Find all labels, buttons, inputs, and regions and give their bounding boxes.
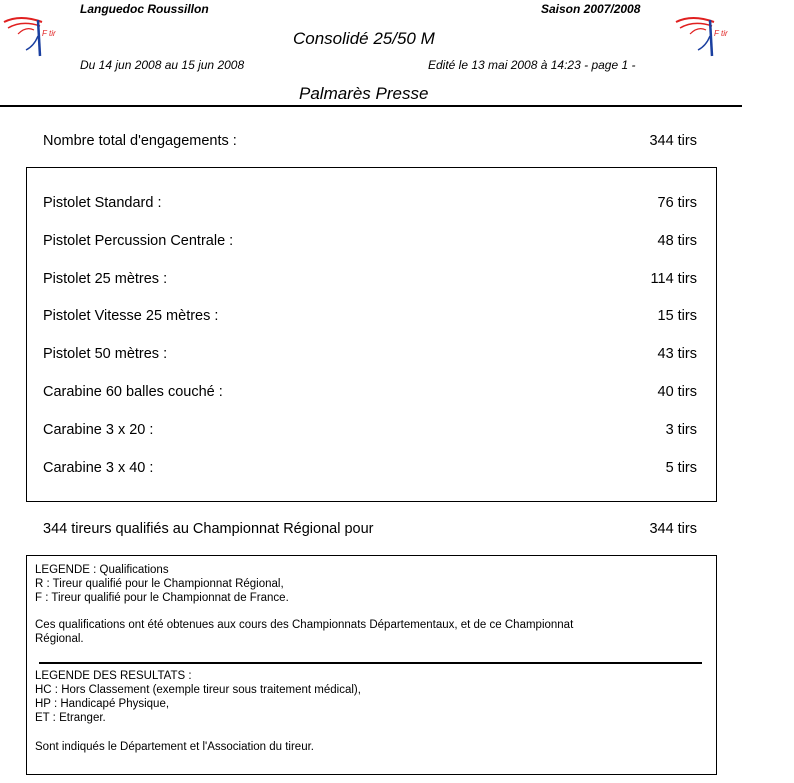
legend-qual-note-1: Ces qualifications ont été obtenues aux cours des Championnats Départementaux, et de ce Championnat: [35, 619, 574, 631]
qualified-value: 344 tirs: [649, 521, 697, 537]
event-value: 3 tirs: [665, 422, 697, 438]
qualified-label: 344 tireurs qualifiés au Championnat Régional pour: [43, 521, 374, 537]
report-title: Consolidé 25/50 M: [293, 29, 435, 48]
legend-qual-note-2: Régional.: [35, 633, 84, 645]
event-label: Carabine 3 x 20 :: [43, 422, 154, 438]
event-label: Carabine 60 balles couché :: [43, 384, 223, 400]
legend-res-hp: HP : Handicapé Physique,: [35, 698, 170, 710]
season-label: Saison 2007/2008: [541, 2, 641, 16]
event-label: Pistolet Percussion Centrale :: [43, 233, 234, 249]
event-label: Pistolet Standard :: [43, 195, 162, 211]
event-value: 76 tirs: [657, 195, 697, 211]
event-label: Pistolet 25 mètres :: [43, 271, 168, 287]
event-label: Pistolet 50 mètres :: [43, 346, 168, 362]
legend-res-title: LEGENDE DES RESULTATS :: [35, 670, 192, 682]
event-value: 40 tirs: [657, 384, 697, 400]
federation-logo-right: [672, 12, 744, 62]
event-value: 5 tirs: [665, 460, 697, 476]
region-name: Languedoc Roussillon: [80, 2, 209, 16]
report-subtitle: Palmarès Presse: [299, 84, 429, 103]
legend-divider: [39, 662, 702, 664]
event-label: Pistolet Vitesse 25 mètres :: [43, 308, 219, 324]
event-value: 43 tirs: [657, 346, 697, 362]
federation-logo-left: [0, 12, 72, 62]
legend-res-et: ET : Etranger.: [35, 712, 106, 724]
events-box: [26, 167, 717, 502]
date-range: Du 14 jun 2008 au 15 jun 2008: [80, 58, 245, 72]
legend-qual-r: R : Tireur qualifié pour le Championnat Régional,: [35, 578, 284, 590]
logo-text-left: F tir: [42, 29, 56, 38]
event-label: Carabine 3 x 40 :: [43, 460, 154, 476]
edited-info: Edité le 13 mai 2008 à 14:23 - page 1 -: [428, 58, 636, 72]
event-value: 15 tirs: [657, 308, 697, 324]
total-value: 344 tirs: [649, 133, 697, 149]
header-divider: [0, 105, 742, 107]
total-label: Nombre total d'engagements :: [43, 133, 237, 149]
event-value: 114 tirs: [650, 271, 697, 287]
legend-box: [26, 555, 717, 775]
event-value: 48 tirs: [657, 233, 697, 249]
legend-res-hc: HC : Hors Classement (exemple tireur sous traitement médical),: [35, 684, 361, 696]
legend-qual-title: LEGENDE : Qualifications: [35, 564, 169, 576]
legend-qual-f: F : Tireur qualifié pour le Championnat de France.: [35, 592, 289, 604]
legend-res-note: Sont indiqués le Département et l'Association du tireur.: [35, 741, 314, 753]
logo-text-right: F tir: [714, 29, 728, 38]
